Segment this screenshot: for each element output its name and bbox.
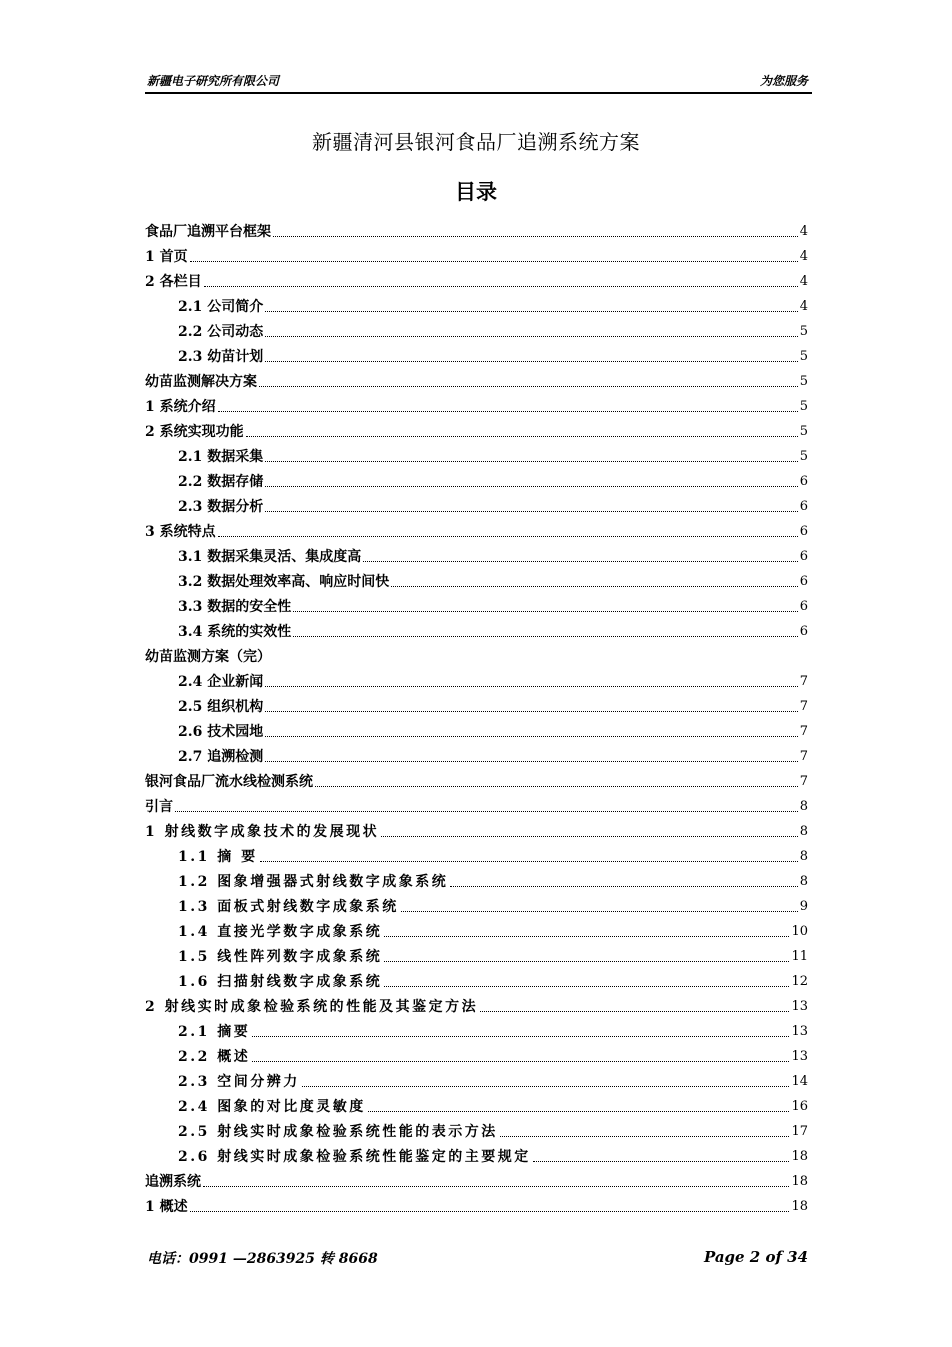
toc-entry[interactable] <box>145 666 808 691</box>
toc-leader-dots <box>175 810 798 812</box>
toc-entry[interactable] <box>145 741 808 766</box>
toc-entry-label: 银河食品厂流水线检测系统 <box>145 774 313 790</box>
header-company: 新疆电子研究所有限公司 <box>147 74 280 88</box>
toc-leader-dots <box>260 860 798 862</box>
toc-leader-dots <box>533 1160 790 1162</box>
toc-entry-label: 2.1 摘要 <box>178 1024 251 1040</box>
toc-entry[interactable] <box>145 641 808 666</box>
toc-entry-label: 1 首页 <box>145 249 188 265</box>
toc-leader-dots <box>218 535 798 537</box>
toc-entry-page: 7 <box>799 724 808 739</box>
toc-entry[interactable] <box>145 391 808 416</box>
toc-entry-label: 2.5 射线实时成象检验系统性能的表示方法 <box>178 1124 498 1140</box>
toc-entry[interactable] <box>145 1066 808 1091</box>
toc-entry[interactable] <box>145 241 808 266</box>
toc-entry[interactable] <box>145 216 808 241</box>
toc-entry-label: 3.4 系统的实效性 <box>178 624 292 640</box>
toc-entry-label: 2.6 射线实时成象检验系统性能鉴定的主要规定 <box>178 1149 531 1165</box>
toc-entry-page: 18 <box>791 1149 808 1164</box>
toc-leader-dots <box>391 585 797 587</box>
toc-entry[interactable] <box>145 316 808 341</box>
toc-entry[interactable] <box>145 691 808 716</box>
toc-entry-label: 3.1 数据采集灵活、集成度高 <box>178 549 362 565</box>
toc-entry-page: 13 <box>791 1049 808 1064</box>
toc-entry[interactable] <box>145 1116 808 1141</box>
toc-entry-page: 16 <box>791 1099 808 1114</box>
toc-entry-page: 5 <box>799 349 808 364</box>
toc-entry[interactable] <box>145 816 808 841</box>
toc-leader-dots <box>381 835 798 837</box>
toc-entry-label: 2.4 企业新闻 <box>178 674 264 690</box>
toc-entry-page: 6 <box>799 624 808 639</box>
toc-leader-dots <box>293 635 797 637</box>
toc-entry-label: 幼苗监测解决方案 <box>145 374 257 390</box>
page-footer <box>145 1248 808 1268</box>
toc-entry-label: 幼苗监测方案（完） <box>145 649 271 665</box>
toc-entry-label: 3.3 数据的安全性 <box>178 599 292 615</box>
toc-entry[interactable] <box>145 766 808 791</box>
toc-entry-label: 1.1 摘 要 <box>178 849 258 865</box>
toc-entry-page: 6 <box>799 574 808 589</box>
toc-entry[interactable] <box>145 591 808 616</box>
toc-entry-page: 12 <box>791 974 808 989</box>
toc-leader-dots <box>265 710 797 712</box>
toc-leader-dots <box>273 235 798 237</box>
toc-entry-page: 6 <box>799 524 808 539</box>
toc-entry-label: 2.2 数据存储 <box>178 474 264 490</box>
toc-entry-page: 18 <box>791 1199 808 1214</box>
toc-entry-page: 4 <box>799 249 808 264</box>
toc-entry-label: 2.3 空间分辨力 <box>178 1074 300 1090</box>
toc-entry-label: 2 射线实时成象检验系统的性能及其鉴定方法 <box>145 999 479 1015</box>
toc-entry-page: 6 <box>799 474 808 489</box>
toc-leader-dots <box>368 1110 790 1112</box>
toc-entry[interactable] <box>145 1191 808 1216</box>
document-title: 新疆清河县银河食品厂追溯系统方案 <box>312 130 640 154</box>
toc-leader-dots <box>480 1010 789 1012</box>
toc-entry-page: 4 <box>799 224 808 239</box>
toc-entry[interactable] <box>145 1041 808 1066</box>
toc-entry[interactable] <box>145 516 808 541</box>
toc-entry[interactable] <box>145 341 808 366</box>
toc-entry-label: 食品厂追溯平台框架 <box>145 224 271 240</box>
toc-entry[interactable] <box>145 866 808 891</box>
toc-entry-label: 2.3 数据分析 <box>178 499 264 515</box>
toc-entry-page: 9 <box>799 899 808 914</box>
toc-leader-dots <box>259 385 798 387</box>
toc-entry-label: 2.7 追溯检测 <box>178 749 264 765</box>
toc-entry-page: 7 <box>799 674 808 689</box>
toc-entry[interactable] <box>145 466 808 491</box>
toc-entry-label: 2.1 公司简介 <box>178 299 264 315</box>
toc-heading: 目录 <box>455 179 497 204</box>
toc-leader-dots <box>204 285 798 287</box>
toc-entry-label: 1 概述 <box>145 1199 188 1215</box>
toc-leader-dots <box>265 760 797 762</box>
toc-entry-page: 6 <box>799 599 808 614</box>
toc-entry-label: 1.6 扫描射线数字成象系统 <box>178 974 383 990</box>
toc-entry-label: 2.6 技术园地 <box>178 724 264 740</box>
header-slogan: 为您服务 <box>759 74 808 88</box>
toc-entry-page: 7 <box>799 774 808 789</box>
toc-entry-page: 5 <box>799 399 808 414</box>
toc-entry-page: 8 <box>799 849 808 864</box>
toc-leader-dots <box>401 910 798 912</box>
toc-leader-dots <box>190 1210 790 1212</box>
table-of-contents <box>145 216 808 1216</box>
toc-leader-dots <box>265 735 797 737</box>
toc-entry-page: 13 <box>791 1024 808 1039</box>
toc-leader-dots <box>265 485 797 487</box>
toc-entry-label: 1 射线数字成象技术的发展现状 <box>145 824 380 840</box>
toc-entry[interactable] <box>145 366 808 391</box>
toc-leader-dots <box>384 985 789 987</box>
toc-entry-page: 11 <box>791 949 808 964</box>
toc-entry[interactable] <box>145 791 808 816</box>
toc-entry-page: 7 <box>799 749 808 764</box>
toc-entry-page: 5 <box>799 324 808 339</box>
toc-leader-dots <box>302 1085 790 1087</box>
toc-entry-label: 2.4 图象的对比度灵敏度 <box>178 1099 366 1115</box>
toc-entry-page: 5 <box>799 374 808 389</box>
page-header <box>145 72 812 94</box>
toc-entry-label: 2 各栏目 <box>145 274 202 290</box>
toc-entry-label: 2 系统实现功能 <box>145 424 244 440</box>
toc-leader-dots <box>265 685 797 687</box>
toc-entry-label: 2.2 公司动态 <box>178 324 264 340</box>
toc-entry-page: 18 <box>791 1174 808 1189</box>
toc-entry-label: 1.4 直接光学数字成象系统 <box>178 924 383 940</box>
toc-entry-page: 14 <box>791 1074 808 1089</box>
toc-entry-page: 8 <box>799 824 808 839</box>
toc-leader-dots <box>363 560 797 562</box>
toc-leader-dots <box>384 935 789 937</box>
toc-entry-label: 1.5 线性阵列数字成象系统 <box>178 949 383 965</box>
toc-entry-label: 2.5 组织机构 <box>178 699 264 715</box>
toc-entry-label: 2.3 幼苗计划 <box>178 349 264 365</box>
toc-entry-label: 2.2 概述 <box>178 1049 251 1065</box>
toc-entry[interactable] <box>145 966 808 991</box>
toc-entry-label: 1 系统介绍 <box>145 399 216 415</box>
toc-entry[interactable] <box>145 1091 808 1116</box>
toc-entry-label: 追溯系统 <box>145 1174 201 1190</box>
toc-entry[interactable] <box>145 916 808 941</box>
toc-entry-page: 17 <box>791 1124 808 1139</box>
toc-entry-label: 1.3 面板式射线数字成象系统 <box>178 899 399 915</box>
toc-entry-page: 4 <box>799 274 808 289</box>
toc-entry[interactable] <box>145 891 808 916</box>
toc-entry-page: 8 <box>799 799 808 814</box>
toc-entry[interactable] <box>145 491 808 516</box>
toc-leader-dots <box>500 1135 790 1137</box>
toc-entry-page: 4 <box>799 299 808 314</box>
toc-entry[interactable] <box>145 941 808 966</box>
toc-entry-label: 引言 <box>145 799 173 815</box>
toc-leader-dots <box>190 260 798 262</box>
toc-entry[interactable] <box>145 416 808 441</box>
toc-entry[interactable] <box>145 991 808 1016</box>
toc-leader-dots <box>218 410 798 412</box>
toc-entry-page: 6 <box>799 499 808 514</box>
toc-entry[interactable] <box>145 616 808 641</box>
toc-entry[interactable] <box>145 716 808 741</box>
toc-leader-dots <box>203 1185 789 1187</box>
toc-leader-dots <box>246 435 798 437</box>
toc-leader-dots <box>315 785 798 787</box>
toc-leader-dots <box>265 460 797 462</box>
toc-leader-dots <box>293 610 797 612</box>
toc-entry[interactable] <box>145 291 808 316</box>
toc-entry[interactable] <box>145 1016 808 1041</box>
toc-entry-page: 6 <box>799 549 808 564</box>
toc-entry-page: 5 <box>799 424 808 439</box>
toc-entry[interactable] <box>145 266 808 291</box>
toc-entry[interactable] <box>145 566 808 591</box>
toc-entry-label: 3 系统特点 <box>145 524 216 540</box>
toc-entry-page: 13 <box>791 999 808 1014</box>
toc-entry[interactable] <box>145 1166 808 1191</box>
toc-leader-dots <box>265 310 797 312</box>
toc-leader-dots <box>252 1060 789 1062</box>
footer-page-info: Page 2 of 34 <box>703 1248 808 1266</box>
toc-leader-dots <box>265 360 797 362</box>
footer-phone: 电话：0991 —2863925 转 8668 <box>147 1251 378 1267</box>
toc-leader-dots <box>252 1035 789 1037</box>
toc-leader-dots <box>450 885 797 887</box>
toc-entry[interactable] <box>145 1141 808 1166</box>
toc-entry-label: 1.2 图象增强器式射线数字成象系统 <box>178 874 449 890</box>
toc-entry-page: 5 <box>799 449 808 464</box>
toc-entry-page: 10 <box>791 924 808 939</box>
toc-entry-label: 2.1 数据采集 <box>178 449 264 465</box>
toc-entry[interactable] <box>145 441 808 466</box>
toc-leader-dots <box>265 335 797 337</box>
toc-leader-dots <box>265 510 797 512</box>
toc-entry-page: 7 <box>799 699 808 714</box>
toc-leader-dots <box>384 960 789 962</box>
toc-entry[interactable] <box>145 541 808 566</box>
toc-entry-page: 8 <box>799 874 808 889</box>
toc-entry[interactable] <box>145 841 808 866</box>
toc-entry-label: 3.2 数据处理效率高、响应时间快 <box>178 574 390 590</box>
